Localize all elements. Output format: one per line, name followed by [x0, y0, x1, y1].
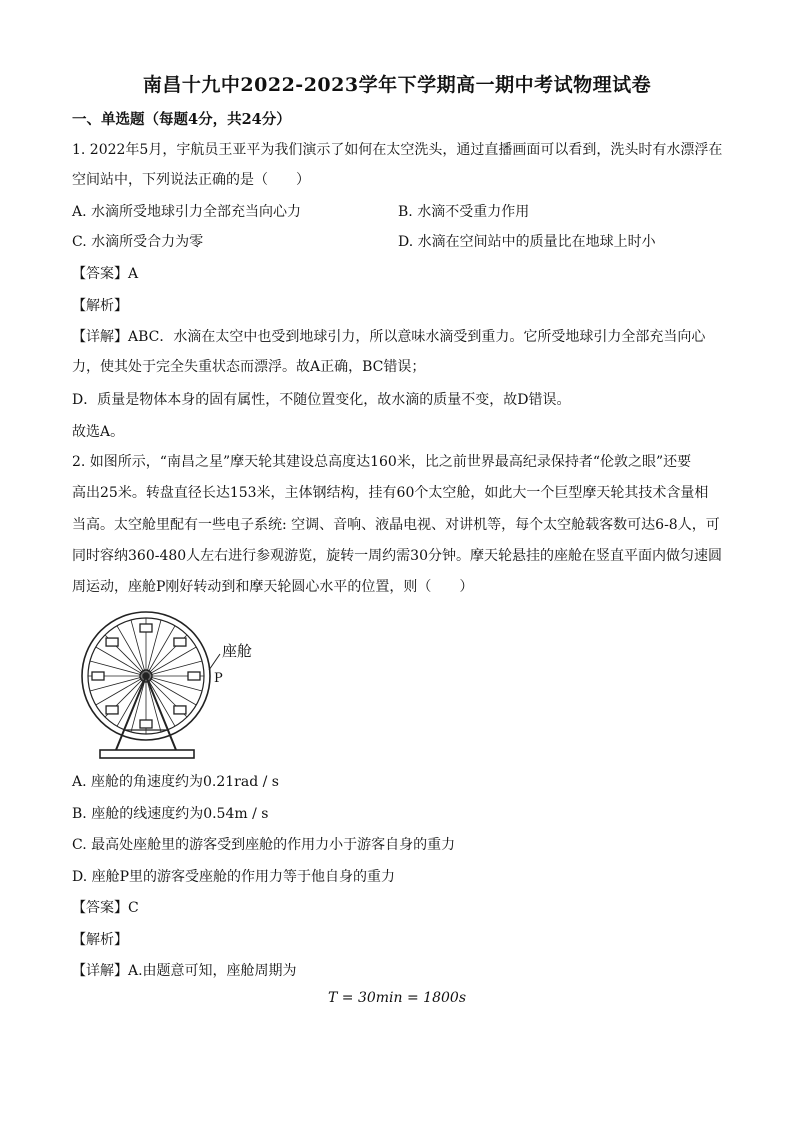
- q1-stem-line-1: 1. 2022年5月，宇航员王亚平为我们演示了如何在太空洗头，通过直播画面可以看到，洗头时有水漂浮在: [72, 142, 723, 158]
- wheel-cabin: [140, 720, 152, 728]
- q2-stem-line-1: 2. 如图所示，“南昌之星”摩天轮其建设总高度达160米，比之前世界最高纪录保持者“伦敦之眼”还要: [72, 454, 692, 470]
- q2-answer: 【答案】C: [72, 900, 139, 916]
- q2-stem-line-4: 同时容纳360-480人左右进行参观游览，旋转一周约需30分钟。摩天轮悬挂的座舱在竖直平面内做匀速圆: [72, 548, 722, 564]
- page-title: 南昌十九中2022-2023学年下学期高一期中考试物理试卷: [142, 74, 652, 96]
- wheel-cabin: [92, 672, 104, 680]
- point-p-label: P: [214, 671, 223, 686]
- q2-stem-line-5: 周运动，座舱P刚好转动到和摩天轮圆心水平的位置，则（ ）: [72, 579, 474, 595]
- cabin-pointer-line: [209, 654, 220, 670]
- q1-detail-line-2: 力，使其处于完全失重状态而漂浮。故A正确，BC错误；: [72, 359, 426, 375]
- cabin-label: 座舱: [222, 642, 253, 660]
- q1-analysis-label: 【解析】: [72, 298, 128, 314]
- q2-option-d: D. 座舱P里的游客受座舱的作用力等于他自身的重力: [72, 869, 396, 885]
- q2-option-c: C. 最高处座舱里的游客受到座舱的作用力小于游客自身的重力: [72, 837, 456, 853]
- wheel-cabin: [106, 638, 118, 646]
- wheel-cabin: [174, 638, 186, 646]
- q2-analysis-label: 【解析】: [72, 932, 128, 948]
- q1-option-b: B. 水滴不受重力作用: [398, 204, 530, 220]
- q2-option-a: A. 座舱的角速度约为0.21rad / s: [72, 774, 279, 790]
- wheel-cabin: [106, 706, 118, 714]
- section-heading: 一、单选题（每题4分，共24分）: [72, 111, 291, 128]
- q1-conclusion: 故选A。: [72, 424, 125, 440]
- q1-option-d: D. 水滴在空间站中的质量比在地球上时小: [398, 234, 656, 250]
- wheel-cabin: [140, 624, 152, 632]
- q1-option-c: C. 水滴所受合力为零: [72, 234, 204, 250]
- q2-detail-line-1: 【详解】A.由题意可知，座舱周期为: [72, 963, 297, 979]
- wheel-cabin: [188, 672, 200, 680]
- q2-stem-line-3: 当高。太空舱里配有一些电子系统: 空调、音响、液晶电视、对讲机等，每个太空舱载客数可达6-8人，可: [72, 517, 720, 533]
- q1-stem-line-2: 空间站中，下列说法正确的是（ ）: [72, 172, 310, 188]
- q2-period-formula: T = 30min = 1800s: [328, 990, 466, 1006]
- q1-answer: 【答案】A: [72, 266, 139, 282]
- q2-option-b: B. 座舱的线速度约为0.54m / s: [72, 806, 269, 822]
- wheel-cabin: [174, 706, 186, 714]
- ferris-wheel-figure: [72, 610, 272, 766]
- q1-detail-line-3: D．质量是物体本身的固有属性，不随位置变化，故水滴的质量不变，故D错误。: [72, 392, 571, 408]
- q1-option-a: A. 水滴所受地球引力全部充当向心力: [72, 204, 302, 220]
- q1-detail-line-1: 【详解】ABC．水滴在太空中也受到地球引力，所以意味水滴受到重力。它所受地球引力全部充当向心: [72, 329, 706, 345]
- ground-base: [100, 750, 194, 758]
- q2-stem-line-2: 高出25米。转盘直径长达153米，主体钢结构，挂有60个太空舱，如此大一个巨型摩天轮其技术含量相: [72, 485, 709, 501]
